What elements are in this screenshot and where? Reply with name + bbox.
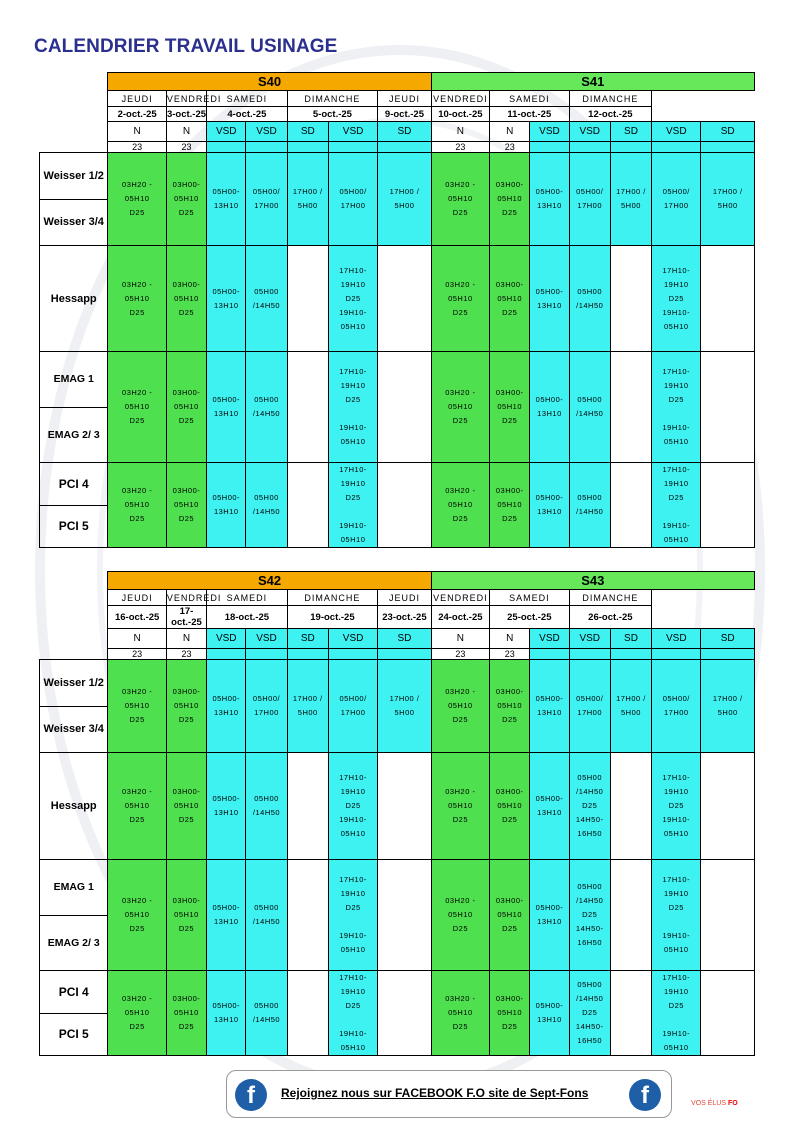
shift-type: N [108,122,166,142]
shift-hours: 05H00/ 17H00 [652,660,701,753]
day-date: 25-oct.-25 [490,606,570,629]
facebook-banner[interactable] [226,1070,672,1118]
pci-label [40,463,108,548]
shift-hours: 05H00- 13H10 [207,463,246,548]
day-name: JEUDI [108,590,166,606]
day-name: JEUDI [378,91,431,107]
shift-hours: 17H10- 19H10 D25 19H10- 05H10 [328,971,377,1056]
staff-count [569,649,610,660]
shift-type: N [490,629,530,649]
shift-hours: 03H00- 05H10 D25 [490,463,530,548]
staff-count [701,649,755,660]
shift-hours: 03H00- 05H10 D25 [166,660,206,753]
shift-type: VSD [569,122,610,142]
facebook-icon[interactable]: f [629,1079,661,1111]
day-name: JEUDI [108,91,166,107]
shift-hours: 05H00- 13H10 [207,352,246,463]
shift-hours: 03H00- 05H10 D25 [166,971,206,1056]
staff-count [378,649,431,660]
shift-hours: 17H10- 19H10 D25 19H10- 05H10 [652,971,701,1056]
shift-hours: 03H00- 05H10 D25 [490,860,530,971]
staff-count: 23 [490,649,530,660]
shift-hours [378,352,431,463]
shift-type: SD [378,629,431,649]
hessapp-label [40,246,108,352]
shift-hours: 03H20 - 05H10 D25 [431,153,489,246]
weisser-label [40,153,108,246]
day-date: 5-oct.-25 [287,107,378,122]
shift-hours: 17H00 / 5H00 [610,153,651,246]
shift-hours [610,463,651,548]
shift-type: SD [701,122,755,142]
shift-hours: 03H00- 05H10 D25 [490,352,530,463]
machine-name: PCI 5 [58,1027,89,1041]
shift-hours: 03H00- 05H10 D25 [490,660,530,753]
day-name: DIMANCHE [569,91,652,107]
shift-hours: 05H00 /14H50 [246,352,287,463]
staff-count: 23 [490,142,530,153]
day-date: 23-oct.-25 [378,606,431,629]
machine-name: Weisser 3/4 [43,216,104,229]
weisser-label [40,660,108,753]
shift-hours: 17H00 / 5H00 [701,153,755,246]
staff-count: 23 [431,649,489,660]
shift-hours [701,463,755,548]
shift-hours [610,753,651,860]
shift-hours: 03H20 - 05H10 D25 [108,246,166,352]
shift-type: N [166,122,206,142]
machine-name: Hessapp [50,292,97,305]
staff-count [246,649,287,660]
machine-name: Weisser 1/2 [40,153,107,200]
shift-hours: 05H00- 13H10 [207,971,246,1056]
shift-hours: 05H00/ 17H00 [246,660,287,753]
shift-hours: 05H00 /14H50 [569,463,610,548]
machine-name: PCI 4 [40,464,107,506]
shift-hours: 03H00- 05H10 D25 [490,246,530,352]
shift-hours: 03H00- 05H10 D25 [166,463,206,548]
facebook-icon[interactable]: f [235,1079,267,1111]
shift-type: VSD [246,629,287,649]
shift-hours: 05H00 /14H50 [246,753,287,860]
shift-hours: 03H20 - 05H10 D25 [108,971,166,1056]
shift-type: VSD [652,122,701,142]
day-name: VENDREDI [166,590,206,606]
staff-count [207,142,246,153]
machine-name: EMAG 1 [40,352,107,408]
shift-type: VSD [652,629,701,649]
shift-hours [701,352,755,463]
shift-hours: 03H00- 05H10 D25 [166,246,206,352]
shift-hours: 05H00- 13H10 [530,246,569,352]
shift-hours: 05H00- 13H10 [530,352,569,463]
shift-hours: 17H10- 19H10 D25 19H10- 05H10 [652,352,701,463]
shift-hours: 17H10- 19H10 D25 19H10- 05H10 [652,463,701,548]
shift-hours: 05H00 /14H50 D25 14H50- 16H50 [569,860,610,971]
week-header: S43 [431,572,754,590]
shift-hours: 05H00- 13H10 [530,660,569,753]
shift-hours [287,246,328,352]
shift-hours: 03H20 - 05H10 D25 [431,860,489,971]
shift-hours: 17H10- 19H10 D25 19H10- 05H10 [652,860,701,971]
day-name: DIMANCHE [287,91,378,107]
day-name: SAMEDI [490,91,570,107]
shift-hours: 05H00- 13H10 [530,971,569,1056]
shift-hours: 03H20 - 05H10 D25 [108,860,166,971]
shift-hours [378,463,431,548]
shift-hours: 05H00- 13H10 [530,463,569,548]
shift-hours: 17H10- 19H10 D25 19H10- 05H10 [328,246,377,352]
shift-hours: 05H00 /14H50 [246,860,287,971]
shift-type: VSD [207,122,246,142]
schedule-table [39,571,755,1056]
shift-hours: 05H00/ 17H00 [569,660,610,753]
day-name: DIMANCHE [569,590,652,606]
shift-hours: 05H00 /14H50 D25 14H50- 16H50 [569,753,610,860]
staff-count [530,649,569,660]
shift-hours: 17H10- 19H10 D25 19H10- 05H10 [328,463,377,548]
hessapp-label [40,753,108,860]
day-date: 19-oct.-25 [287,606,378,629]
shift-hours [287,971,328,1056]
shift-hours: 17H00 / 5H00 [610,660,651,753]
machine-name: PCI 4 [40,972,107,1014]
staff-count [207,649,246,660]
shift-hours: 05H00- 13H10 [207,660,246,753]
shift-hours: 17H00 / 5H00 [287,660,328,753]
page-title: CALENDRIER TRAVAIL USINAGE [34,36,338,57]
shift-hours: 05H00- 13H10 [530,860,569,971]
staff-count [652,142,701,153]
day-date: 2-oct.-25 [108,107,166,122]
machine-name: PCI 5 [58,518,89,533]
day-name: SAMEDI [207,91,288,107]
shift-hours: 05H00 /14H50 [246,246,287,352]
schedule-table [39,72,755,548]
machine-name: Weisser 1/2 [40,660,107,707]
shift-type: VSD [246,122,287,142]
week-header: S42 [108,572,431,590]
shift-hours: 05H00/ 17H00 [328,660,377,753]
shift-hours: 17H10- 19H10 D25 19H10- 05H10 [328,753,377,860]
shift-type: VSD [530,629,569,649]
staff-count [287,649,328,660]
shift-type: VSD [328,122,377,142]
facebook-link[interactable]: Rejoignez nous sur FACEBOOK F.O site de Sept-Fons [281,1086,589,1100]
shift-hours: 05H00/ 17H00 [246,153,287,246]
shift-hours [378,246,431,352]
shift-hours [610,860,651,971]
shift-type: SD [287,122,328,142]
shift-hours: 17H00 / 5H00 [287,153,328,246]
shift-hours [378,860,431,971]
machine-name: EMAG 2/ 3 [47,936,100,949]
emag-label [40,860,108,971]
day-date: 16-oct.-25 [108,606,166,629]
shift-hours: 03H00- 05H10 D25 [490,971,530,1056]
shift-hours: 17H00 / 5H00 [701,660,755,753]
shift-hours [701,753,755,860]
shift-hours: 05H00- 13H10 [207,246,246,352]
week-header: S41 [431,73,754,91]
shift-hours: 17H00 / 5H00 [378,153,431,246]
day-name: JEUDI [378,590,431,606]
staff-count [569,142,610,153]
elus-fo-signature: VOS ÉLUS FO [691,1100,738,1107]
machine-name: EMAG 2/ 3 [47,428,100,441]
shift-hours [610,246,651,352]
shift-hours: 03H00- 05H10 D25 [490,753,530,860]
shift-type: SD [378,122,431,142]
staff-count [530,142,569,153]
shift-type: VSD [207,629,246,649]
shift-hours: 17H10- 19H10 D25 19H10- 05H10 [328,860,377,971]
day-name: VENDREDI [166,91,206,107]
staff-count [246,142,287,153]
shift-type: N [431,122,489,142]
shift-hours: 17H10- 19H10 D25 19H10- 05H10 [652,753,701,860]
shift-hours: 03H20 - 05H10 D25 [431,971,489,1056]
shift-hours: 03H00- 05H10 D25 [490,153,530,246]
day-name: SAMEDI [207,590,288,606]
shift-hours [701,860,755,971]
shift-hours: 05H00 /14H50 [569,246,610,352]
shift-hours: 03H20 - 05H10 D25 [108,153,166,246]
day-name: VENDREDI [431,590,489,606]
day-date: 4-oct.-25 [207,107,288,122]
shift-type: N [490,122,530,142]
day-date: 11-oct.-25 [490,107,570,122]
day-date: 24-oct.-25 [431,606,489,629]
staff-count [287,142,328,153]
shift-type: VSD [530,122,569,142]
shift-hours: 05H00- 13H10 [207,753,246,860]
shift-type: N [431,629,489,649]
shift-hours: 05H00 /14H50 D25 14H50- 16H50 [569,971,610,1056]
machine-name: Hessapp [50,800,97,812]
staff-count [652,649,701,660]
day-date: 10-oct.-25 [431,107,489,122]
machine-name: EMAG 1 [40,860,107,916]
shift-hours: 03H20 - 05H10 D25 [108,463,166,548]
day-date: 12-oct.-25 [569,107,652,122]
shift-hours [610,971,651,1056]
shift-hours: 03H20 - 05H10 D25 [431,753,489,860]
emag-label [40,352,108,463]
machine-name: Weisser 3/4 [43,723,104,736]
shift-hours: 17H00 / 5H00 [378,660,431,753]
day-name: VENDREDI [431,91,489,107]
shift-hours [701,971,755,1056]
shift-hours: 03H20 - 05H10 D25 [431,352,489,463]
shift-hours: 03H20 - 05H10 D25 [431,660,489,753]
shift-hours [378,753,431,860]
staff-count [328,649,377,660]
pci-label [40,971,108,1056]
shift-hours: 05H00 /14H50 [569,352,610,463]
shift-hours: 03H20 - 05H10 D25 [431,246,489,352]
staff-count: 23 [431,142,489,153]
day-name: SAMEDI [490,590,570,606]
shift-hours: 05H00- 13H10 [207,860,246,971]
staff-count: 23 [166,142,206,153]
shift-hours: 05H00 /14H50 [246,971,287,1056]
shift-hours: 03H20 - 05H10 D25 [431,463,489,548]
shift-type: VSD [328,629,377,649]
shift-hours: 17H10- 19H10 D25 19H10- 05H10 [328,352,377,463]
staff-count [610,649,651,660]
day-date: 18-oct.-25 [207,606,288,629]
shift-hours: 03H00- 05H10 D25 [166,153,206,246]
shift-hours [287,463,328,548]
shift-hours: 17H10- 19H10 D25 19H10- 05H10 [652,246,701,352]
shift-type: N [166,629,206,649]
shift-hours [701,246,755,352]
shift-hours: 03H00- 05H10 D25 [166,860,206,971]
shift-hours: 05H00 /14H50 [246,463,287,548]
shift-hours: 05H00- 13H10 [207,153,246,246]
week-header: S40 [108,73,431,91]
day-date: 9-oct.-25 [378,107,431,122]
staff-count [610,142,651,153]
shift-hours: 03H20 - 05H10 D25 [108,352,166,463]
staff-count: 23 [108,649,166,660]
shift-hours: 03H20 - 05H10 D25 [108,660,166,753]
shift-type: SD [610,629,651,649]
staff-count: 23 [108,142,166,153]
shift-hours: 05H00/ 17H00 [652,153,701,246]
staff-count [378,142,431,153]
shift-hours [287,753,328,860]
shift-type: SD [701,629,755,649]
shift-type: VSD [569,629,610,649]
day-name: DIMANCHE [287,590,378,606]
day-date: 3-oct.-25 [166,108,207,120]
shift-hours: 05H00- 13H10 [530,753,569,860]
day-date: 26-oct.-25 [569,606,652,629]
shift-type: N [108,629,166,649]
day-date: 17-oct.-25 [166,606,206,629]
staff-count: 23 [166,649,206,660]
shift-hours [287,352,328,463]
shift-type: SD [287,629,328,649]
shift-hours: 03H00- 05H10 D25 [166,352,206,463]
staff-count [701,142,755,153]
shift-hours: 05H00/ 17H00 [569,153,610,246]
shift-hours: 03H00- 05H10 D25 [166,753,206,860]
shift-hours [378,971,431,1056]
shift-hours [287,860,328,971]
shift-type: SD [610,122,651,142]
shift-hours: 05H00- 13H10 [530,153,569,246]
shift-hours: 05H00/ 17H00 [328,153,377,246]
shift-hours: 03H20 - 05H10 D25 [108,753,166,860]
shift-hours [610,352,651,463]
staff-count [328,142,377,153]
